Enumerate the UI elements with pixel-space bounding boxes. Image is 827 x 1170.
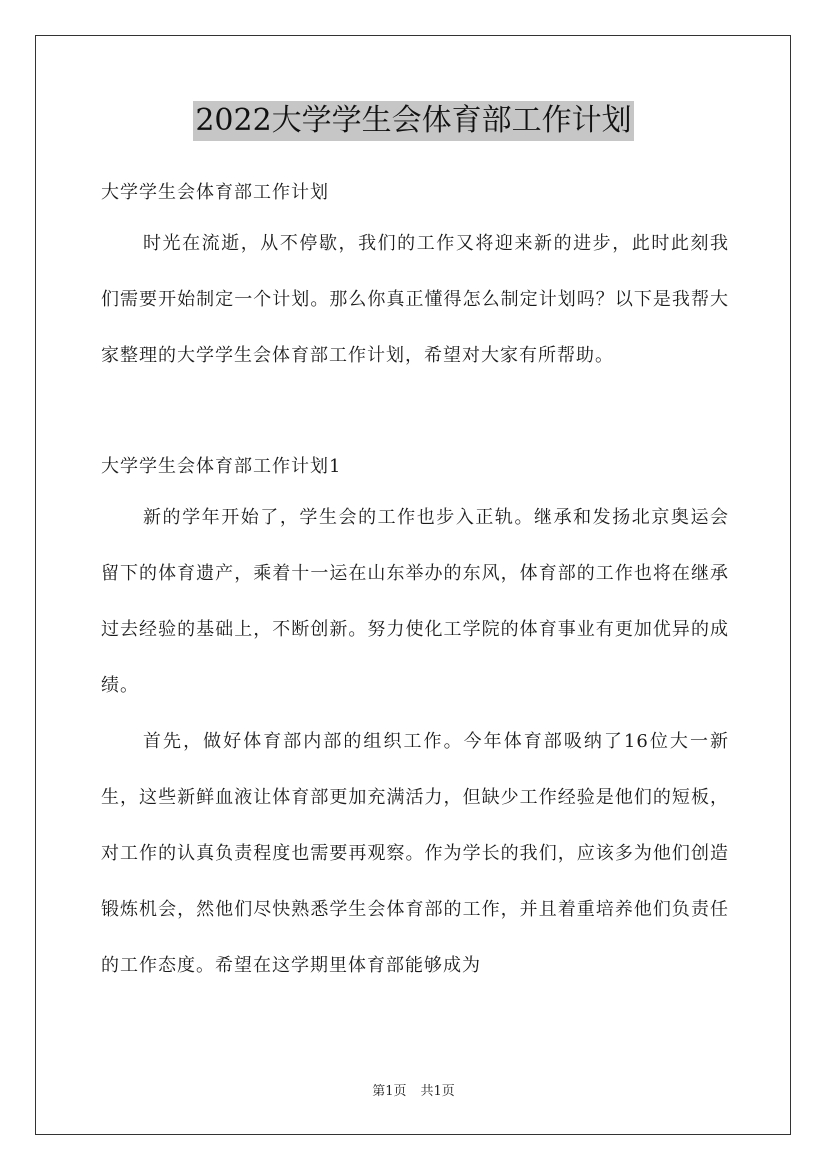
- body-paragraph-1: 新的学年开始了，学生会的工作也步入正轨。继承和发扬北京奥运会留下的体育遗产，乘着十一运在山东举办的东风，体育部的工作也将在继承过去经验的基础上，不断创新。努力使化工学院的体育事业有更加优异的成绩。: [101, 507, 729, 696]
- page-total: 共1页: [420, 1084, 455, 1099]
- title-container: [0, 101, 827, 141]
- document-body: [101, 170, 729, 994]
- document-subtitle: 大学学生会体育部工作计划: [101, 182, 329, 203]
- intro-paragraph: 时光在流逝，从不停歇，我们的工作又将迎来新的进步，此时此刻我们需要开始制定一个计划。那么你真正懂得怎么制定计划吗？以下是我帮大家整理的大学学生会体育部工作计划，希望对大家有所帮助。: [101, 233, 729, 366]
- body-paragraph-2: 首先，做好体育部内部的组织工作。今年体育部吸纳了16位大一新生，这些新鲜血液让体育部更加充满活力，但缺少工作经验是他们的短板，对工作的认真负责程度也需要再观察。作为学长的我们，应该多为他们创造锻炼机会，然他们尽快熟悉学生会体育部的工作，并且着重培养他们负责任的工作态度。希望在这学期里体育部能够成为: [101, 731, 729, 976]
- section-heading: 大学学生会体育部工作计划1: [101, 456, 342, 477]
- page-number: 第1页: [372, 1084, 407, 1099]
- document-title: 2022大学学生会体育部工作计划: [193, 101, 633, 141]
- page-footer: [0, 1083, 827, 1101]
- section-gap: [101, 384, 729, 444]
